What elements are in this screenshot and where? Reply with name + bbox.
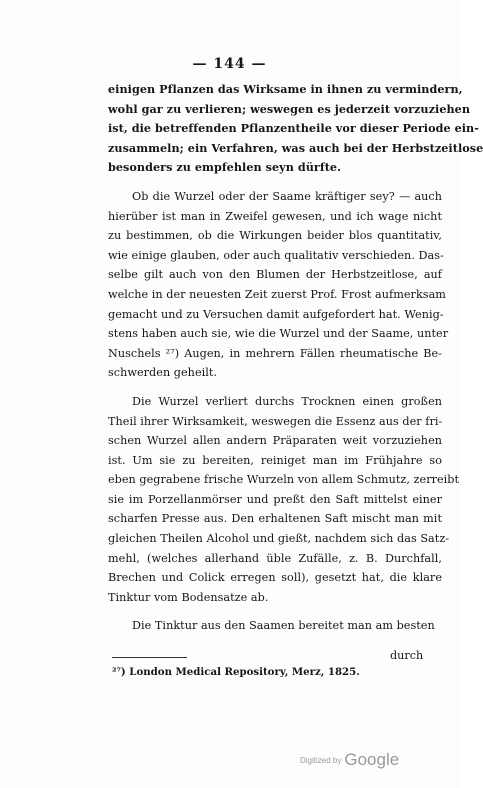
text-line: Brechen und Colick erregen soll), gesetzt hat, die klare (108, 571, 442, 585)
footnote: ²⁷) London Medical Repository, Merz, 1825. (112, 666, 360, 678)
text-line: eben gegrabene frische Wurzeln von allem Schmutz, zerreibt (108, 473, 460, 487)
paragraph-gap (108, 178, 442, 187)
text-line: scharfen Presse aus. Den erhaltenen Saft mischt man mit (108, 512, 442, 526)
digitized-by-google-watermark (300, 750, 399, 770)
text-line: gleichen Theilen Alcohol und gießt, nachdem sich das Satz- (108, 532, 450, 546)
text-line: zusammeln; ein Verfahren, was auch bei der Herbstzeitlose (108, 140, 483, 155)
text-line: mehl, (welches allerhand üble Zufälle, z. B. Durchfall, (108, 551, 442, 565)
text-line: stens haben auch sie, wie die Wurzel und der Saame, unter (108, 327, 449, 341)
text-line: Ob die Wurzel oder der Saame kräftiger sey? — auch (132, 189, 442, 203)
footnote-rule (112, 657, 187, 658)
text-line: selbe gilt auch von den Blumen der Herbstzeitlose, auf (108, 268, 442, 282)
text-line: einigen Pflanzen das Wirksame in ihnen zu vermindern, (108, 82, 463, 96)
text-line: welche in der neuesten Zeit zuerst Prof. Frost aufmerksam (108, 287, 446, 301)
text-line: Nuschels ²⁷) Augen, in mehrern Fällen rheumatische Be- (108, 346, 442, 360)
text-line: zu bestimmen, ob die Wirkungen beider blos quantitativ, (108, 229, 442, 243)
text-line: wohl gar zu verlieren; weswegen es jederzeit vorzuziehen (108, 101, 471, 116)
text-line: ist, die betreffenden Pflanzentheile vor dieser Periode ein- (108, 121, 479, 136)
paragraph-gap (108, 383, 442, 392)
text-line: Tinktur vom Bodensatze ab. (108, 590, 269, 604)
paragraph-gap (108, 607, 442, 616)
text-line: schen Wurzel allen andern Präparaten weit vorzuziehen (108, 434, 442, 448)
watermark-prefix: Digitized by (300, 756, 342, 765)
page-number-header: — 144 — (192, 56, 267, 72)
text-line: schwerden geheilt. (108, 366, 218, 380)
watermark-brand: Google (344, 750, 400, 769)
text-line: Theil ihrer Wirksamkeit, weswegen die Essenz aus der fri- (108, 414, 443, 428)
text-line: hierüber ist man in Zweifel gewesen, und ich wage nicht (108, 209, 442, 223)
text-line: sie im Porzellanmörser und preßt den Saft mittelst einer (108, 492, 442, 506)
text-line: Die Wurzel verliert durchs Trocknen einen großen (132, 394, 442, 408)
body-text (108, 80, 483, 636)
text-line: besonders zu empfehlen seyn dürfte. (108, 160, 342, 175)
text-line: gemacht und zu Versuchen damit aufgefordert hat. Wenig- (108, 307, 444, 321)
catchword: durch (390, 649, 424, 662)
text-line: wie einige glauben, oder auch qualitativ verschieden. Das- (108, 248, 444, 262)
text-line: Die Tinktur aus den Saamen bereitet man am besten (132, 619, 435, 633)
text-line: ist. Um sie zu bereiten, reiniget man im Frühjahre so (108, 453, 442, 467)
